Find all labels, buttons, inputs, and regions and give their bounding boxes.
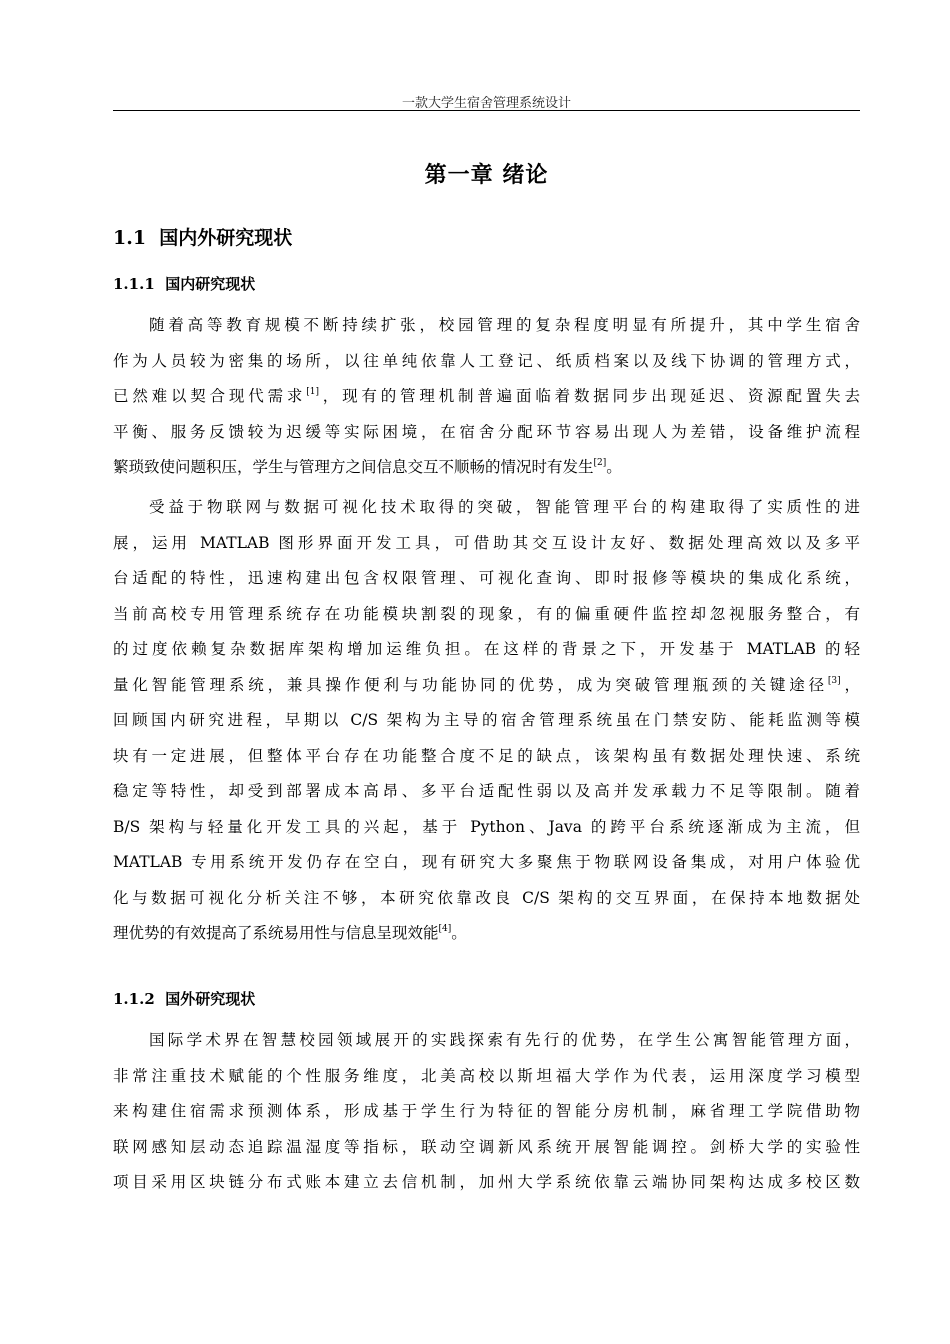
text-line: 来构建住宿需求预测体系，形成基于学生行为特征的智能分房机制，麻省理工学院借助物 [113,1102,860,1120]
chapter-title: 第一章 绪论 [424,162,549,188]
text-line: B/S 架构与轻量化开发工具的兴起，基于 Python、Java 的跨平台系统逐渐成为主流，但 [113,817,860,836]
section-number: 1.1 [113,227,147,249]
running-header: 一款大学生宿舍管理系统设计 [401,96,571,111]
citation-3[interactable]: [3] [827,675,841,686]
section-title: 国内外研究现状 [159,227,293,249]
text-line: 随着高等教育规模不断持续扩张，校园管理的复杂程度明显有所提升，其中学生宿舍 [149,316,860,334]
text-line: 受益于物联网与数据可视化技术取得的突破，智能管理平台的构建取得了实质性的进 [149,498,860,516]
text-line: 联网感知层动态追踪温湿度等指标，联动空调新风系统开展智能调控。剑桥大学的实验性 [113,1137,860,1156]
subsection-title: 国内研究现状 [165,275,256,293]
citation-1[interactable]: [1] [306,387,319,397]
text-line: 非常注重技术赋能的个性服务维度，北美高校以斯坦福大学作为代表，运用深度学习模型 [113,1066,860,1085]
subsection-number: 1.1.1 [113,275,155,293]
subsection-heading-domestic [113,273,255,294]
paragraph-2 [113,490,860,952]
header-rule [113,110,860,111]
text-line: 平衡、服务反馈较为迟缓等实际困境，在宿舍分配环节容易出现人为差错，设备维护流程 [113,422,860,441]
section-heading [113,223,292,250]
text-line: 已然难以契合现代需求[1]，现有的管理机制普遍面临着数据同步出现延迟、资源配置失去 [113,387,860,405]
citation-4[interactable]: [4] [438,924,452,934]
text-line: 块有一定进展，但整体平台存在功能整合度不足的缺点，该架构虽有数据处理快速、系统 [113,746,860,765]
text-line: 量化智能管理系统，兼具操作便利与功能协同的优势，成为突破管理瓶颈的关键途径[3]， [113,675,860,694]
text-line: 国际学术界在智慧校园领域展开的实践探索有先行的优势，在学生公寓智能管理方面， [149,1031,860,1049]
text-line: 项目采用区块链分布式账本建立去信机制，加州大学系统依靠云端协同架构达成多校区数 [113,1173,860,1191]
text-line: 的过度依赖复杂数据库架构增加运维负担。在这样的背景之下，开发基于 MATLAB 的轻 [113,640,860,658]
text-line: 稳定等特性，却受到部署成本高昂、多平台适配性弱以及高并发承载力不足等限制。随着 [113,782,860,800]
citation-2[interactable]: [2] [593,458,607,468]
text-line: 展，运用 MATLAB 图形界面开发工具，可借助其交互设计友好、数据处理高效以及多平 [113,533,860,552]
subsection-heading-foreign [113,988,255,1009]
text-line: 台适配的特性，迅速构建出包含权限管理、可视化查询、即时报修等模块的集成化系统， [113,569,860,587]
text-line: 理优势的有效提高了系统易用性与信息呈现效能[4]。 [113,924,467,942]
text-line: 当前高校专用管理系统存在功能模块割裂的现象，有的偏重硬件监控却忽视服务整合，有 [113,604,860,623]
paragraph-3 [113,1023,860,1201]
text-line: 回顾国内研究进程，早期以 C/S 架构为主导的宿舍管理系统虽在门禁安防、能耗监测等模 [113,711,860,729]
subsection-number: 1.1.2 [113,990,155,1008]
text-line: MATLAB 专用系统开发仍存在空白，现有研究大多聚焦于物联网设备集成，对用户体验优 [113,853,860,871]
text-line: 繁琐致使问题积压，学生与管理方之间信息交互不顺畅的情况时有发生[2]。 [113,458,622,476]
text-line: 化与数据可视化分析关注不够，本研究依靠改良 C/S 架构的交互界面，在保持本地数据处 [113,888,860,907]
paragraph-1 [113,308,860,486]
subsection-title: 国外研究现状 [165,990,256,1008]
text-line: 作为人员较为密集的场所，以往单纯依靠人工登记、纸质档案以及线下协调的管理方式， [113,351,860,370]
